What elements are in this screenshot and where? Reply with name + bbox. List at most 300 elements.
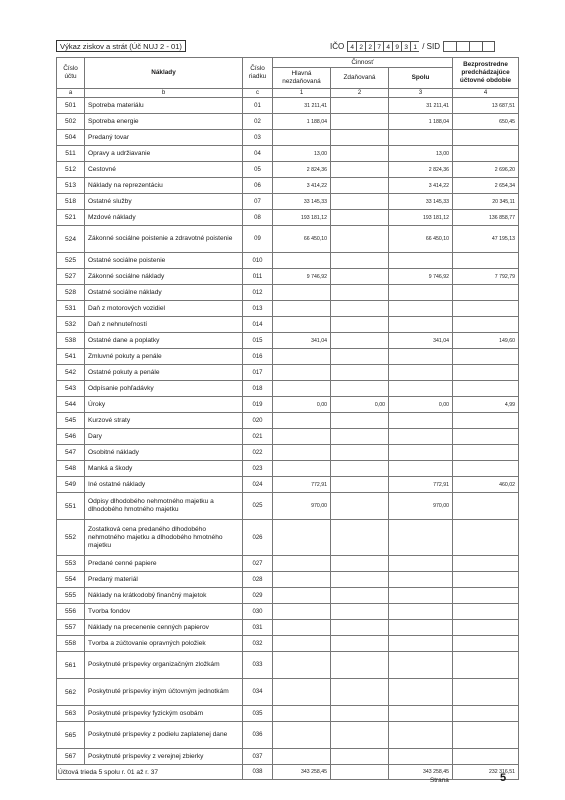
row-number: 035 — [243, 706, 273, 722]
value-total: 31 211,41 — [389, 98, 453, 114]
account-number: 525 — [57, 253, 85, 269]
account-number: 528 — [57, 285, 85, 301]
table-row — [57, 413, 519, 429]
table-row — [57, 162, 519, 178]
table-row — [57, 477, 519, 493]
value-total — [389, 520, 453, 556]
row-number: 033 — [243, 652, 273, 679]
row-number: 024 — [243, 477, 273, 493]
value-taxed — [331, 333, 389, 349]
row-number: 025 — [243, 493, 273, 520]
letter-c: c — [243, 89, 273, 98]
value-taxed — [331, 636, 389, 652]
row-number: 05 — [243, 162, 273, 178]
value-taxed — [331, 317, 389, 333]
value-previous — [453, 588, 519, 604]
row-number: 07 — [243, 194, 273, 210]
value-taxed — [331, 285, 389, 301]
account-number: 558 — [57, 636, 85, 652]
row-number: 012 — [243, 285, 273, 301]
row-number: 022 — [243, 445, 273, 461]
cost-name: Spotreba energie — [85, 114, 243, 130]
cost-name: Opravy a udržiavanie — [85, 146, 243, 162]
value-previous — [453, 413, 519, 429]
value-total — [389, 604, 453, 620]
value-taxed — [331, 477, 389, 493]
row-number: 032 — [243, 636, 273, 652]
value-previous: 4,99 — [453, 397, 519, 413]
value-total: 66 450,10 — [389, 226, 453, 253]
table-row — [57, 317, 519, 333]
value-previous — [453, 706, 519, 722]
row-number: 02 — [243, 114, 273, 130]
cost-name: Daň z nehnuteľností — [85, 317, 243, 333]
account-number: 502 — [57, 114, 85, 130]
header-costs: Náklady — [85, 58, 243, 89]
row-number: 010 — [243, 253, 273, 269]
cost-name: Poskytnuté príspevky iným účtovným jednotkám — [85, 679, 243, 706]
header-activity: Činnosť — [273, 58, 453, 68]
value-total — [389, 588, 453, 604]
table-row — [57, 445, 519, 461]
value-taxed — [331, 572, 389, 588]
account-number: 545 — [57, 413, 85, 429]
table-row — [57, 706, 519, 722]
cost-table — [56, 57, 519, 780]
table-row — [57, 520, 519, 556]
cost-name: Mzdové náklady — [85, 210, 243, 226]
page-number: 5 — [500, 772, 507, 784]
value-main: 772,91 — [273, 477, 331, 493]
row-number: 027 — [243, 556, 273, 572]
value-total — [389, 652, 453, 679]
account-number: 513 — [57, 178, 85, 194]
account-number: 556 — [57, 604, 85, 620]
value-main: 31 211,41 — [273, 98, 331, 114]
account-number: 551 — [57, 493, 85, 520]
table-row — [57, 365, 519, 381]
account-number: 504 — [57, 130, 85, 146]
value-main — [273, 636, 331, 652]
value-previous — [453, 604, 519, 620]
header-total: Spolu — [389, 68, 453, 89]
value-main: 2 824,36 — [273, 162, 331, 178]
account-number: 521 — [57, 210, 85, 226]
row-number: 06 — [243, 178, 273, 194]
account-number: 553 — [57, 556, 85, 572]
value-previous — [453, 429, 519, 445]
total-sum: 343 258,45 — [389, 765, 453, 780]
table-row — [57, 588, 519, 604]
value-taxed — [331, 461, 389, 477]
row-number: 031 — [243, 620, 273, 636]
value-total: 0,00 — [389, 397, 453, 413]
value-previous — [453, 749, 519, 765]
value-main — [273, 365, 331, 381]
sid-box — [469, 41, 482, 52]
header-account: Číslo účtu — [57, 58, 85, 89]
value-previous: 149,60 — [453, 333, 519, 349]
account-number: 554 — [57, 572, 85, 588]
value-previous: 460,02 — [453, 477, 519, 493]
value-taxed — [331, 349, 389, 365]
sid-box — [456, 41, 469, 52]
value-previous — [453, 317, 519, 333]
row-number: 037 — [243, 749, 273, 765]
cost-name: Ostatné sociálne poistenie — [85, 253, 243, 269]
total-taxed — [331, 765, 389, 780]
account-number: 547 — [57, 445, 85, 461]
cost-name: Ostatné služby — [85, 194, 243, 210]
value-taxed — [331, 749, 389, 765]
value-main: 0,00 — [273, 397, 331, 413]
letter-b: b — [85, 89, 243, 98]
account-number: 555 — [57, 588, 85, 604]
value-previous — [453, 520, 519, 556]
value-total — [389, 572, 453, 588]
table-row — [57, 636, 519, 652]
account-number: 557 — [57, 620, 85, 636]
row-number: 021 — [243, 429, 273, 445]
total-row-number: 038 — [243, 765, 273, 780]
header-main: Hlavná nezdaňovaná — [273, 68, 331, 89]
cost-name: Tvorba fondov — [85, 604, 243, 620]
table-row — [57, 556, 519, 572]
value-total — [389, 301, 453, 317]
value-taxed — [331, 210, 389, 226]
table-row — [57, 461, 519, 477]
total-row — [57, 765, 519, 780]
value-total: 13,00 — [389, 146, 453, 162]
value-total — [389, 706, 453, 722]
value-main — [273, 285, 331, 301]
value-total — [389, 722, 453, 749]
value-main — [273, 349, 331, 365]
num-2: 2 — [331, 89, 389, 98]
value-taxed — [331, 114, 389, 130]
value-main: 9 746,92 — [273, 269, 331, 285]
account-number: 546 — [57, 429, 85, 445]
value-total — [389, 445, 453, 461]
table-row — [57, 381, 519, 397]
value-taxed — [331, 604, 389, 620]
table-row — [57, 652, 519, 679]
row-number: 08 — [243, 210, 273, 226]
header-row: Číslo riadku — [243, 58, 273, 89]
value-main: 341,04 — [273, 333, 331, 349]
value-main — [273, 749, 331, 765]
cost-name: Daň z motorových vozidiel — [85, 301, 243, 317]
value-main — [273, 722, 331, 749]
sid-box — [443, 41, 456, 52]
table-row — [57, 349, 519, 365]
value-total: 2 824,36 — [389, 162, 453, 178]
value-main — [273, 253, 331, 269]
table-row — [57, 146, 519, 162]
ico-label: IČO — [330, 42, 345, 51]
account-number: 518 — [57, 194, 85, 210]
value-total: 193 181,12 — [389, 210, 453, 226]
value-total — [389, 413, 453, 429]
table-row — [57, 397, 519, 413]
table-row — [57, 253, 519, 269]
ico-digit: 4 — [347, 41, 356, 52]
form-title: Výkaz ziskov a strát (Úč NUJ 2 - 01) — [56, 40, 186, 52]
value-main: 193 181,12 — [273, 210, 331, 226]
value-previous — [453, 493, 519, 520]
value-main — [273, 381, 331, 397]
cost-name: Kurzové straty — [85, 413, 243, 429]
row-number: 029 — [243, 588, 273, 604]
account-number: 552 — [57, 520, 85, 556]
total-previous: 232 316,51 — [453, 765, 519, 780]
table-row — [57, 178, 519, 194]
value-previous — [453, 461, 519, 477]
ico-digit: 3 — [401, 41, 410, 52]
value-main — [273, 652, 331, 679]
account-number: 538 — [57, 333, 85, 349]
value-main — [273, 706, 331, 722]
value-taxed — [331, 706, 389, 722]
value-total — [389, 285, 453, 301]
cost-name: Poskytnuté príspevky z podielu zaplatenej dane — [85, 722, 243, 749]
cost-name: Úroky — [85, 397, 243, 413]
account-number: 532 — [57, 317, 85, 333]
value-total — [389, 636, 453, 652]
account-number: 565 — [57, 722, 85, 749]
table-row — [57, 620, 519, 636]
value-total — [389, 620, 453, 636]
row-number: 014 — [243, 317, 273, 333]
ico-sid-block — [330, 40, 495, 53]
row-number: 04 — [243, 146, 273, 162]
value-main — [273, 413, 331, 429]
table-row — [57, 130, 519, 146]
page-label: Strana — [430, 777, 449, 784]
value-total — [389, 381, 453, 397]
value-previous — [453, 146, 519, 162]
table-row — [57, 679, 519, 706]
table-row — [57, 333, 519, 349]
cost-name: Dary — [85, 429, 243, 445]
row-number: 01 — [243, 98, 273, 114]
account-number: 563 — [57, 706, 85, 722]
cost-name: Zákonné sociálne náklady — [85, 269, 243, 285]
value-total — [389, 679, 453, 706]
cost-name: Tvorba a zúčtovanie opravných položiek — [85, 636, 243, 652]
value-taxed — [331, 178, 389, 194]
table-row — [57, 210, 519, 226]
row-number: 015 — [243, 333, 273, 349]
value-taxed: 0,00 — [331, 397, 389, 413]
value-main — [273, 620, 331, 636]
value-total: 970,00 — [389, 493, 453, 520]
table-row — [57, 301, 519, 317]
value-taxed — [331, 445, 389, 461]
value-main — [273, 429, 331, 445]
ico-digit: 2 — [365, 41, 374, 52]
table-row — [57, 429, 519, 445]
value-main: 3 414,22 — [273, 178, 331, 194]
row-number: 03 — [243, 130, 273, 146]
cost-name: Zmluvné pokuty a penále — [85, 349, 243, 365]
value-taxed — [331, 652, 389, 679]
cost-name: Predaný materiál — [85, 572, 243, 588]
row-number: 016 — [243, 349, 273, 365]
row-number: 023 — [243, 461, 273, 477]
value-total — [389, 253, 453, 269]
row-number: 09 — [243, 226, 273, 253]
value-total — [389, 317, 453, 333]
account-number: 567 — [57, 749, 85, 765]
value-previous — [453, 556, 519, 572]
value-taxed — [331, 226, 389, 253]
value-previous — [453, 445, 519, 461]
value-main — [273, 572, 331, 588]
value-main — [273, 301, 331, 317]
value-taxed — [331, 98, 389, 114]
value-previous — [453, 285, 519, 301]
table-row — [57, 98, 519, 114]
ico-digit: 7 — [374, 41, 383, 52]
row-number: 034 — [243, 679, 273, 706]
sid-box — [482, 41, 495, 52]
value-previous: 136 858,77 — [453, 210, 519, 226]
cost-name: Spotreba materiálu — [85, 98, 243, 114]
ico-digit: 1 — [410, 41, 419, 52]
total-label: Účtová trieda 5 spolu r. 01 až r. 37 — [57, 765, 243, 780]
ico-digit: 2 — [356, 41, 365, 52]
value-total: 772,91 — [389, 477, 453, 493]
value-total: 1 188,04 — [389, 114, 453, 130]
value-total: 3 414,22 — [389, 178, 453, 194]
cost-name: Iné ostatné náklady — [85, 477, 243, 493]
value-previous: 20 345,11 — [453, 194, 519, 210]
account-number: 548 — [57, 461, 85, 477]
value-main: 970,00 — [273, 493, 331, 520]
value-total — [389, 556, 453, 572]
value-main — [273, 461, 331, 477]
value-taxed — [331, 269, 389, 285]
account-number: 562 — [57, 679, 85, 706]
row-number: 026 — [243, 520, 273, 556]
table-row — [57, 269, 519, 285]
cost-name: Predaný tovar — [85, 130, 243, 146]
row-number: 020 — [243, 413, 273, 429]
value-taxed — [331, 556, 389, 572]
row-number: 030 — [243, 604, 273, 620]
row-number: 036 — [243, 722, 273, 749]
table-row — [57, 572, 519, 588]
value-previous — [453, 679, 519, 706]
account-number: 541 — [57, 349, 85, 365]
account-number: 549 — [57, 477, 85, 493]
value-taxed — [331, 301, 389, 317]
cost-name: Poskytnuté príspevky fyzickým osobám — [85, 706, 243, 722]
value-main: 33 145,33 — [273, 194, 331, 210]
value-total — [389, 130, 453, 146]
value-main — [273, 317, 331, 333]
header-taxed: Zdaňovaná — [331, 68, 389, 89]
value-main — [273, 445, 331, 461]
row-number: 028 — [243, 572, 273, 588]
value-previous — [453, 652, 519, 679]
row-number: 017 — [243, 365, 273, 381]
value-previous — [453, 572, 519, 588]
value-previous: 2 696,20 — [453, 162, 519, 178]
value-main — [273, 520, 331, 556]
value-previous — [453, 253, 519, 269]
value-previous: 47 195,13 — [453, 226, 519, 253]
total-main: 343 258,45 — [273, 765, 331, 780]
value-taxed — [331, 381, 389, 397]
ico-digit: 4 — [383, 41, 392, 52]
account-number: 543 — [57, 381, 85, 397]
value-main — [273, 130, 331, 146]
value-previous — [453, 301, 519, 317]
cost-name: Náklady na krátkodobý finančný majetok — [85, 588, 243, 604]
header-previous: Bezprostredne predchádzajúce účtovné obdobie — [453, 58, 519, 89]
value-previous: 2 654,34 — [453, 178, 519, 194]
value-total — [389, 429, 453, 445]
table-row — [57, 493, 519, 520]
value-previous — [453, 381, 519, 397]
num-4: 4 — [453, 89, 519, 98]
num-3: 3 — [389, 89, 453, 98]
row-number: 011 — [243, 269, 273, 285]
cost-name: Manká a škody — [85, 461, 243, 477]
value-taxed — [331, 413, 389, 429]
cost-name: Predané cenné papiere — [85, 556, 243, 572]
value-taxed — [331, 588, 389, 604]
row-number: 019 — [243, 397, 273, 413]
cost-name: Zákonné sociálne poistenie a zdravotné poistenie — [85, 226, 243, 253]
value-taxed — [331, 620, 389, 636]
cost-name: Cestovné — [85, 162, 243, 178]
value-taxed — [331, 520, 389, 556]
account-number: 512 — [57, 162, 85, 178]
value-previous: 13 687,51 — [453, 98, 519, 114]
cost-name: Ostatné pokuty a penále — [85, 365, 243, 381]
account-number: 544 — [57, 397, 85, 413]
row-number: 013 — [243, 301, 273, 317]
value-taxed — [331, 194, 389, 210]
value-previous — [453, 620, 519, 636]
value-taxed — [331, 493, 389, 520]
table-row — [57, 604, 519, 620]
header-letters — [57, 89, 519, 98]
value-main: 66 450,10 — [273, 226, 331, 253]
value-previous — [453, 365, 519, 381]
table-header — [57, 58, 519, 98]
letter-a: a — [57, 89, 85, 98]
value-taxed — [331, 722, 389, 749]
table-row — [57, 722, 519, 749]
table-row — [57, 749, 519, 765]
value-previous — [453, 722, 519, 749]
value-main — [273, 604, 331, 620]
table-row — [57, 194, 519, 210]
table-body — [57, 98, 519, 765]
row-number: 018 — [243, 381, 273, 397]
cost-name: Náklady na reprezentáciu — [85, 178, 243, 194]
value-previous — [453, 636, 519, 652]
cost-name: Ostatné sociálne náklady — [85, 285, 243, 301]
value-previous — [453, 130, 519, 146]
value-total — [389, 349, 453, 365]
value-main — [273, 556, 331, 572]
account-number: 511 — [57, 146, 85, 162]
